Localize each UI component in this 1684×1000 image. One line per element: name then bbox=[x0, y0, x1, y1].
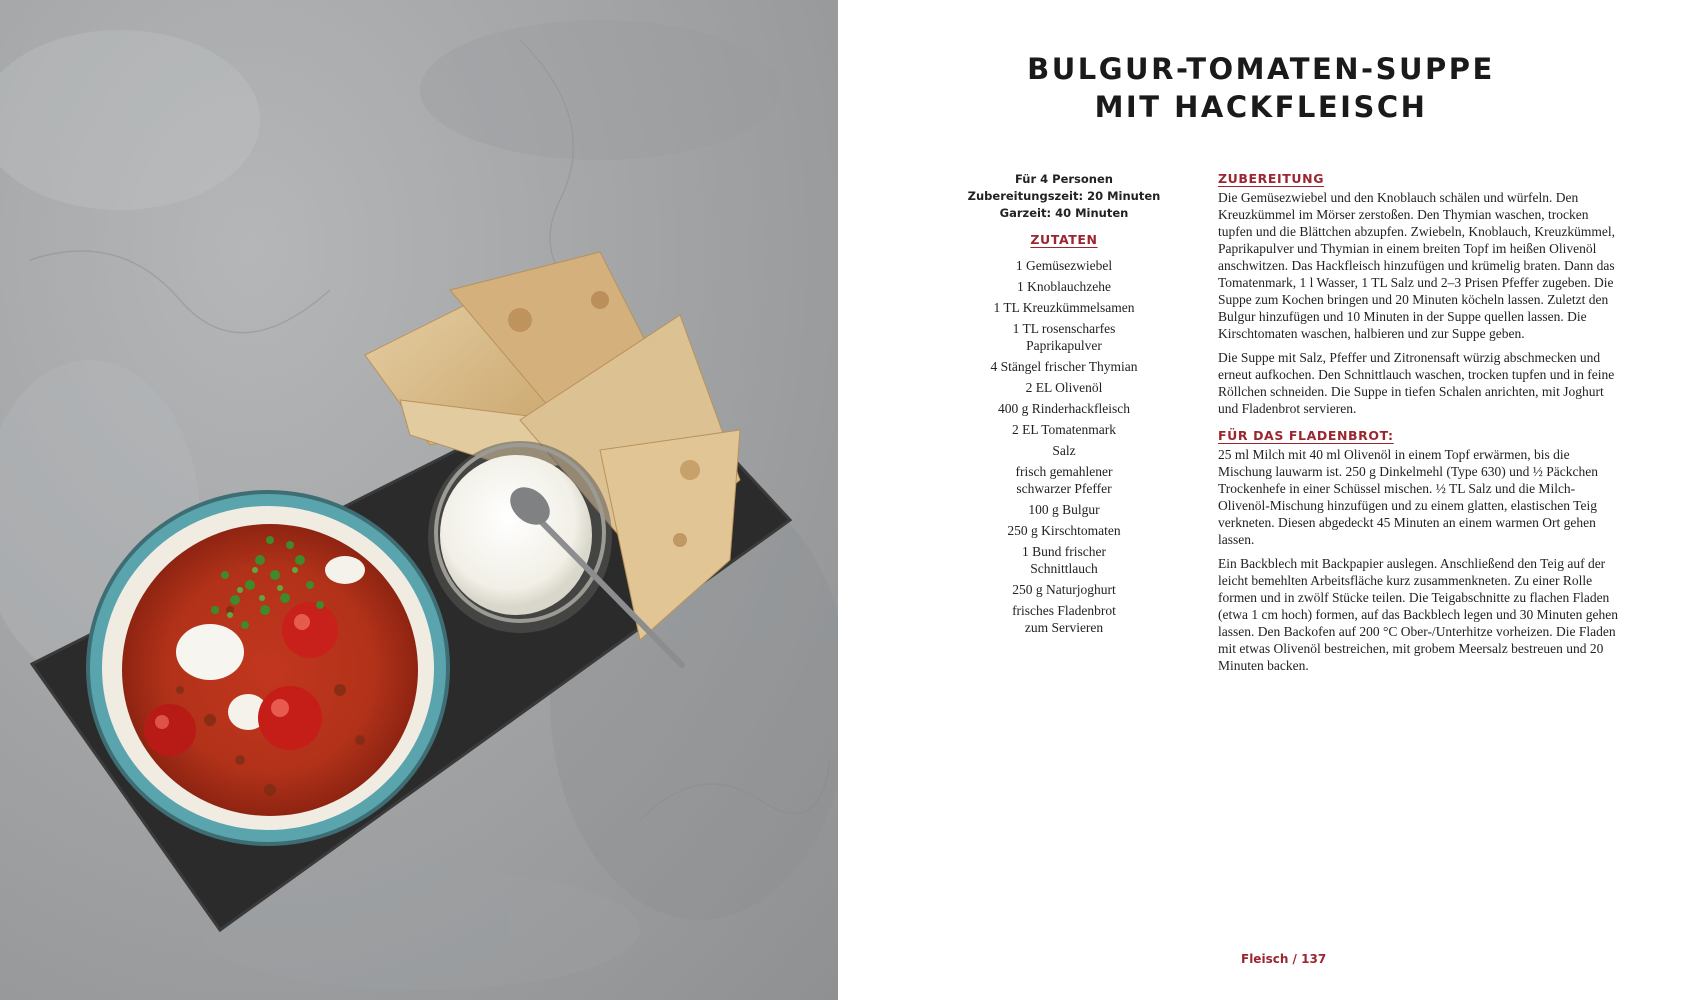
ingredient-item: 400 g Rinderhackfleisch bbox=[998, 401, 1130, 416]
recipe-title-line-2: MIT HACKFLEISCH bbox=[1094, 90, 1428, 124]
ingredients-heading: ZUTATEN bbox=[1030, 232, 1098, 247]
flatbread-paragraph: Ein Backblech mit Backpapier auslegen. Anschließend den Teig auf der leicht bemehlten Arbeitsfläche kurz zusammenkneten. Zu einer Rolle formen und in zwölf Stücke teilen. Die Teigabschnitte zu flachen Fladen (etwa 1 cm hoch) formen, auf das Backblech legen und 30 Minuten gehen lassen. Den Backofen auf 200 °C Ober-/Unterhitze vorheizen. Die Fladen mit etwas Olivenöl bestreichen, mit grobem Meersalz bestreuen und 20 Minuten backen. bbox=[1218, 556, 1618, 673]
food-photo bbox=[0, 0, 838, 1000]
recipe-title bbox=[838, 50, 1684, 126]
flatbread-paragraph: 25 ml Milch mit 40 ml Olivenöl in einem Topf erwärmen, bis die Mischung lauwarm ist. 250 g Dinkelmehl (Type 630) und ½ Päckchen Trockenhefe in einer Schüssel mischen. ½ TL Salz und die Milch-Olivenöl-Mischung hinzufügen und zu einem glatten, elastischen Teig verkneten. Diesen abgedeckt 45 Minuten an einem warmen Ort gehen lassen. bbox=[1218, 447, 1598, 547]
ingredient-item: 2 EL Tomatenmark bbox=[1011, 422, 1117, 437]
preparation-heading: ZUBEREITUNG bbox=[1218, 171, 1325, 186]
soup-bowl bbox=[86, 490, 450, 846]
footer-separator: / bbox=[1288, 952, 1302, 966]
ingredient-item: 250 g Naturjoghurt bbox=[1012, 582, 1116, 597]
recipe-page bbox=[838, 0, 1684, 1000]
ingredient-item: 250 g Kirschtomaten bbox=[1007, 523, 1121, 538]
food-photo-illustration bbox=[0, 0, 838, 1000]
flatbread-heading: FÜR DAS FLADENBROT: bbox=[1218, 428, 1394, 443]
preparation-paragraph: Die Gemüsezwiebel und den Knoblauch schälen und würfeln. Den Kreuzkümmel im Mörser zerstoßen. Den Thymian waschen, trocken tupfen und die Blättchen abzupfen. Zwiebeln, Knoblauch, Kreuzkümmel, Paprikapulver und Thymian in einem breiten Topf im heißen Olivenöl anschwitzen. Das Hackfleisch hinzufügen und krümelig braten. Dann das Tomatenmark, 1 l Wasser, 1 TL Salz und 2–3 Prisen Pfeffer zugeben. Die Suppe zum Kochen bringen und 20 Minuten köcheln lassen. Zuletzt den Bulgur hinzufügen und 10 Minuten in der Suppe quellen lassen. Die Kirschtomaten waschen, halbieren und zur Suppe geben. bbox=[1218, 190, 1615, 341]
recipe-title-line-1: BULGUR-TOMATEN-SUPPE bbox=[1027, 52, 1495, 86]
ingredient-item: frisch gemahlener schwarzer Pfeffer bbox=[1015, 464, 1113, 496]
ingredient-item: 1 TL Kreuzkümmelsamen bbox=[993, 300, 1135, 315]
footer-section: Fleisch bbox=[1241, 952, 1289, 966]
servings-text: Für 4 Personen bbox=[1015, 172, 1113, 186]
ingredient-item: 1 Bund frischer Schnittlauch bbox=[1022, 544, 1106, 576]
page-footer bbox=[1241, 952, 1326, 966]
ingredient-item: Salz bbox=[1052, 443, 1076, 458]
ingredient-item: frisches Fladenbrot zum Servieren bbox=[1012, 603, 1116, 635]
cook-time-text: Garzeit: 40 Minuten bbox=[999, 206, 1129, 220]
page-number: 137 bbox=[1301, 952, 1327, 966]
ingredient-item: 100 g Bulgur bbox=[1028, 502, 1100, 517]
prep-time-text: Zubereitungszeit: 20 Minuten bbox=[967, 189, 1161, 203]
preparation-column bbox=[1218, 170, 1618, 681]
ingredient-item: 1 Gemüsezwiebel bbox=[1015, 258, 1113, 273]
ingredient-item: 4 Stängel frischer Thymian bbox=[990, 359, 1138, 374]
ingredient-item: 1 TL rosenscharfes Paprikapulver bbox=[1012, 321, 1116, 353]
ingredient-item: 2 EL Olivenöl bbox=[1025, 380, 1103, 395]
ingredient-item: 1 Knoblauchzehe bbox=[1016, 279, 1112, 294]
preparation-paragraph: Die Suppe mit Salz, Pfeffer und Zitronensaft würzig abschmecken und erneut aufkochen. Den Schnittlauch waschen, trocken tupfen und in feine Röllchen schneiden. Die Suppe in tiefen Schalen anrichten, mit Joghurt und Fladenbrot servieren. bbox=[1218, 350, 1615, 416]
ingredients-column bbox=[950, 171, 1178, 640]
